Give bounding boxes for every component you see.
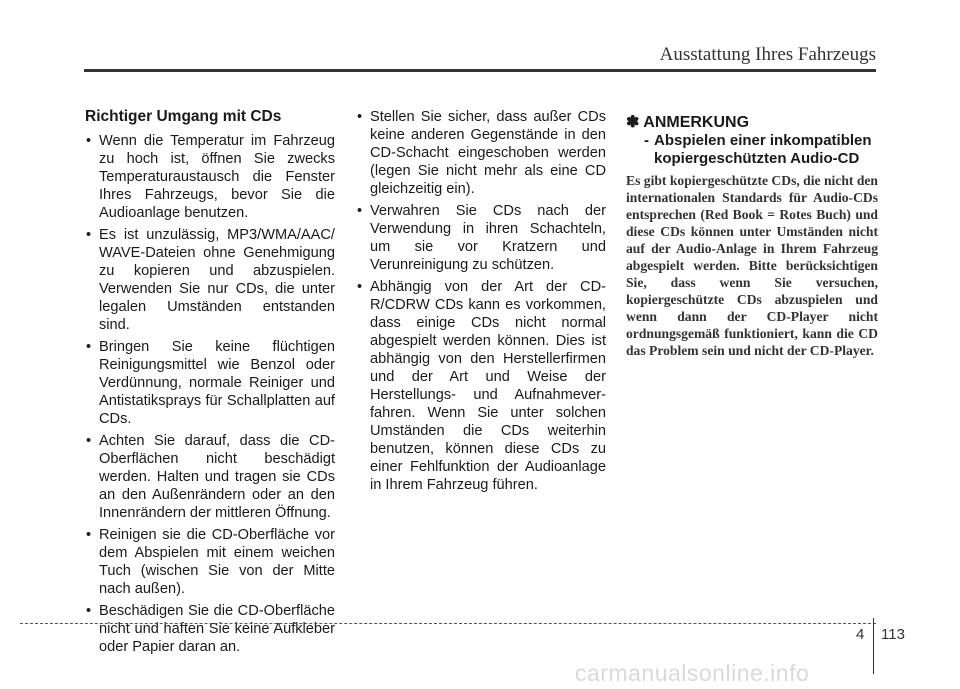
list-item: • Stellen Sie sicher, dass außer CDs keine anderen Gegenstände in den CD-Schacht eingeschoben werden (legen Sie nicht mehr als eine CD gleichzeitig ein). — [356, 108, 606, 198]
list-item: • Abhängig von der Art der CD-R/CDRW CDs kann es vorkommen, dass einige CDs nicht normal abgespielt werden können. Dies ist abhängig von den Herstellerfirmen und der Art und Weise der Herstellungs- und Aufnahmever- fahren. Wenn Sie unter solchen Umständen die CDs weiterhin benutzen, können diese CDs zu einer Fehlfunktion der Audioanlage in Ihrem Fahrzeug führen. — [356, 278, 606, 494]
list-item: • Wenn die Temperatur im Fahrzeug zu hoch ist, öffnen Sie zwecks Temperaturaustausch die Fenster Ihres Fahrzeugs, bevor Sie die Audioanlage benutzen. — [85, 132, 335, 222]
note-heading — [626, 114, 878, 132]
column-care-instructions — [85, 108, 335, 660]
section-heading: Richtiger Umgang mit CDs — [85, 108, 282, 125]
list-item: • Beschädigen Sie die CD-Oberfläche nicht und haften Sie keine Aufkleber oder Papier daran an. — [85, 602, 335, 656]
footer-rule — [20, 623, 876, 624]
list-item: • Verwahren Sie CDs nach der Verwendung in ihren Schachteln, um sie vor Kratzern und Verunreinigung zu schützen. — [356, 202, 606, 274]
list-item: • Bringen Sie keine flüchtigen Reinigungsmittel wie Benzol oder Verdünnung, normale Reiniger und Antistatiksprays für Schallplatten auf CDs. — [85, 338, 335, 428]
header-rule — [84, 69, 876, 72]
star-icon: ✽ — [626, 114, 640, 131]
watermark: carmanualsonline.info — [575, 660, 810, 686]
note-box — [626, 108, 878, 359]
note-body: Es gibt kopiergeschützte CDs, die nicht den internationalen Standards für Audio-CDs entsprechen (Red Book = Rotes Buch) und diese CDs können unter Umständen nicht auf der Audio-Anlage in Ihrem Fahrzeug abgespielt werden. Bitte berücksichtigen Sie, dass wenn Sie versuchen, kopiergeschützte CDs abzuspielen und wenn dann der CD-Player nicht ordnungsgemäß funktioniert, kann die CD das Problem sein und nicht der CD-Player. — [626, 173, 878, 358]
note-subheading — [626, 132, 878, 168]
header-title: Ausstattung Ihres Fahrzeugs — [659, 44, 876, 65]
list-item: • Reinigen sie die CD-Oberfläche vor dem Abspielen mit einem weichen Tuch (wischen Sie von der Mitte nach außen). — [85, 526, 335, 598]
care-bullet-list-continued — [356, 108, 606, 494]
note-subheading-text: Abspielen einer inkompatiblen kopiergeschützten Audio-CD — [654, 132, 872, 167]
care-bullet-list — [85, 132, 335, 656]
column-care-instructions-continued — [356, 108, 606, 498]
list-item: • Es ist unzulässig, MP3/WMA/AAC/ WAVE-Dateien ohne Genehmigung zu kopieren und abzuspielen. Verwenden Sie nur CDs, die unter legalen Umständen entstanden sind. — [85, 226, 335, 334]
page-number: 113 — [881, 626, 905, 643]
chapter-number: 4 — [856, 626, 865, 643]
list-item: • Achten Sie darauf, dass die CD-Oberflächen nicht beschädigt werden. Halten und tragen sie CDs an den Außenrändern oder an den Innenrändern der mittleren Öffnung. — [85, 432, 335, 522]
note-heading-label: ANMERKUNG — [643, 114, 750, 131]
footer-divider — [873, 618, 874, 674]
dash-marker: - — [644, 132, 649, 149]
